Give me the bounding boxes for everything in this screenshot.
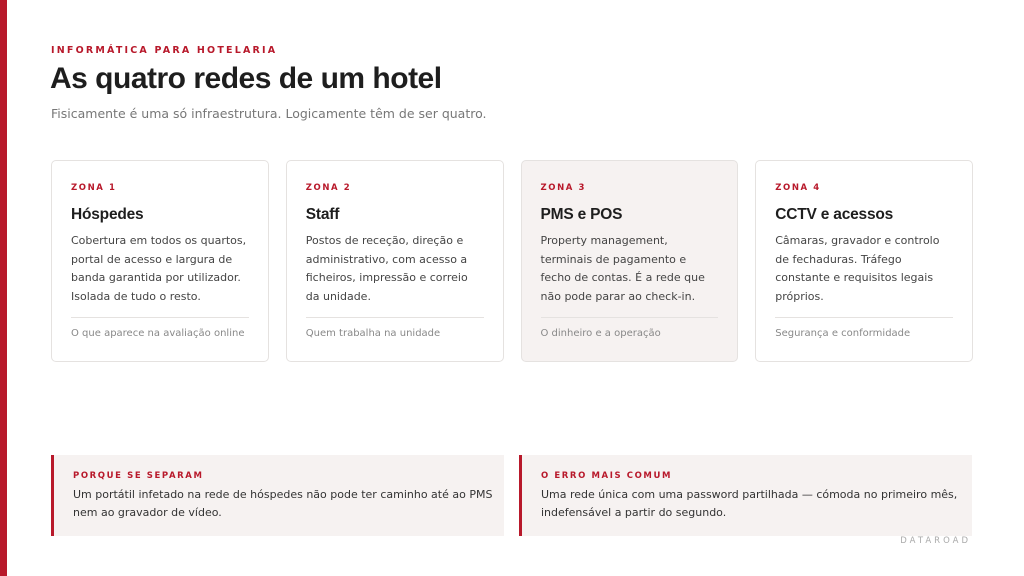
zone-label: ZONA 2 xyxy=(305,183,352,193)
zone-card-3 xyxy=(521,160,739,362)
zone-divider xyxy=(71,317,249,318)
note-label: O ERRO MAIS COMUM xyxy=(541,471,673,481)
note-text: Uma rede única com uma password partilhada — cómoda no primeiro mês, indefensável a partir do segundo. xyxy=(541,488,958,519)
zone-card-2 xyxy=(286,160,504,362)
zone-label: ZONA 3 xyxy=(540,183,587,193)
zone-title: CCTV e acessos xyxy=(775,206,894,223)
zone-description: Property management, terminais de pagamento e fecho de contas. É a rede que não pode parar ao check-in. xyxy=(540,234,705,304)
zone-footer: O dinheiro e a operação xyxy=(540,328,661,339)
zone-footer: Segurança e conformidade xyxy=(775,328,911,339)
zone-divider xyxy=(541,317,719,318)
brand-logo-text: DATAROAD xyxy=(900,536,971,546)
page-title: As quatro redes de um hotel xyxy=(50,62,442,95)
note-text: Um portátil infetado na rede de hóspedes não pode ter caminho até ao PMS nem ao gravador de vídeo. xyxy=(73,488,493,519)
zone-divider xyxy=(306,317,484,318)
zone-label: ZONA 4 xyxy=(775,183,821,193)
zone-description: Câmaras, gravador e controlo de fechaduras. Tráfego constante e requisitos legais próprios. xyxy=(775,234,940,304)
page-subtitle: Fisicamente é uma só infraestrutura. Logicamente têm de ser quatro. xyxy=(51,106,487,121)
zone-divider xyxy=(775,317,953,318)
zone-footer: O que aparece na avaliação online xyxy=(71,328,245,339)
zone-label: ZONA 1 xyxy=(71,183,117,193)
note-label: PORQUE SE SEPARAM xyxy=(73,471,204,481)
zone-title: Staff xyxy=(305,206,340,223)
zone-title: Hóspedes xyxy=(71,206,144,223)
zones-grid xyxy=(51,160,973,362)
zone-card-4 xyxy=(755,160,973,362)
eyebrow: INFORMÁTICA PARA HOTELARIA xyxy=(51,45,278,56)
zone-description: Postos de receção, direção e administrativo, com acesso a ficheiros, impressão e correio da unidade. xyxy=(305,234,468,304)
zone-card-1 xyxy=(51,160,269,362)
zone-footer: Quem trabalha na unidade xyxy=(305,328,441,339)
note-why-separate xyxy=(51,455,504,536)
note-common-mistake xyxy=(519,455,972,536)
zone-description: Cobertura em todos os quartos, portal de acesso e largura de banda garantida por utilizador. Isolada de tudo o resto. xyxy=(71,234,247,304)
zone-title: PMS e POS xyxy=(540,206,623,223)
accent-bar xyxy=(0,0,7,576)
